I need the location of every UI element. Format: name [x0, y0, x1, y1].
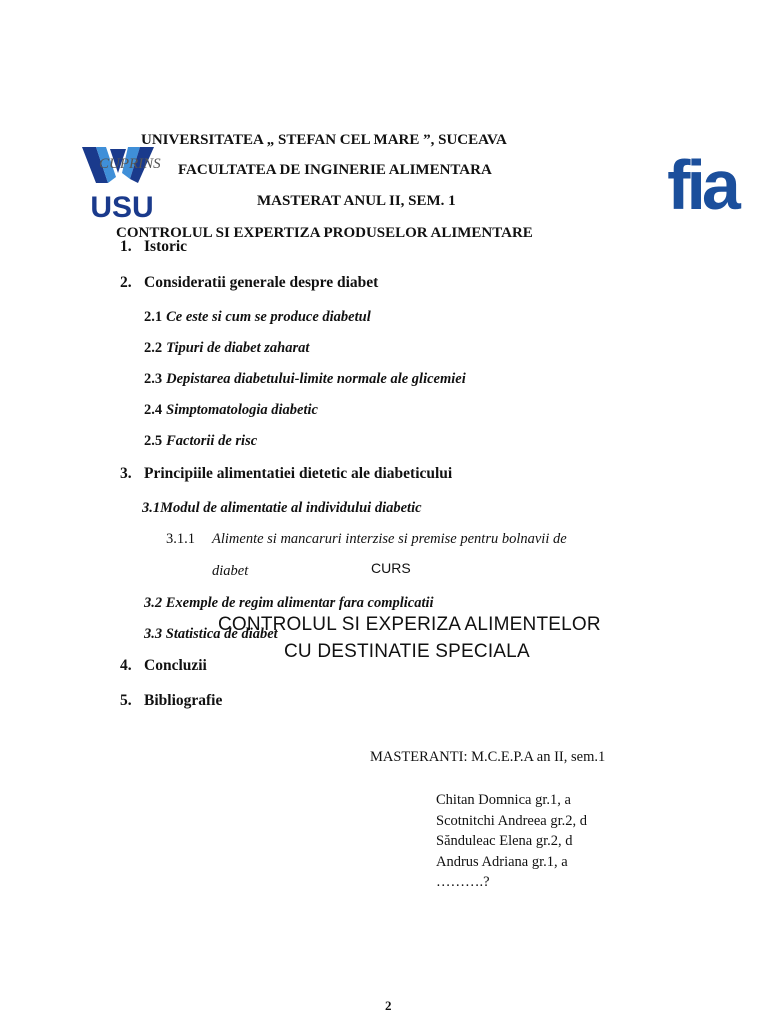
- toc-sub-3-1-1-continued: diabet: [212, 563, 249, 579]
- toc-item-1: [120, 238, 187, 256]
- toc-sub-2-4: [144, 402, 318, 419]
- toc-item-number: 5.: [120, 692, 132, 709]
- usu-logo: [82, 143, 164, 221]
- toc-item-5: [120, 692, 222, 710]
- toc-sub-3-2: 3.2 Exemple de regim alimentar fara complicatii: [144, 595, 434, 611]
- toc-item-label: Istoric: [144, 238, 188, 255]
- toc-sub-2-5: [144, 433, 257, 450]
- toc-sub-2-2: [144, 340, 309, 357]
- toc-item-4: [120, 657, 207, 675]
- toc-item-number: 4.: [120, 657, 132, 674]
- toc-sub-number: 2.3: [144, 371, 163, 387]
- student-name: Sănduleac Elena gr.2, d: [436, 833, 573, 849]
- toc-item-number: 3.: [120, 465, 132, 482]
- toc-sub-3-3: 3.3 Statistica de diabet: [144, 626, 278, 642]
- student-name: Andrus Adriana gr.1, a: [436, 853, 568, 870]
- student-name: ……….?: [436, 874, 490, 890]
- faculty-name: FACULTATEA DE INGINERIE ALIMENTARA: [178, 162, 492, 178]
- toc-item-2: [120, 274, 378, 292]
- course-title: CONTROLUL SI EXPERTIZA PRODUSELOR ALIMENTARE: [116, 225, 533, 241]
- toc-sub-label: Alimente si mancaruri interzise si premise pentru bolnavii de: [212, 531, 567, 547]
- cover-title-line-2: CU DESTINATIE SPECIALA: [284, 641, 530, 662]
- toc-sub-number: 2.4: [144, 402, 163, 418]
- toc-sub-number: 3.1.1: [166, 531, 195, 547]
- curs-label: CURS: [371, 560, 411, 576]
- usu-logo-text: USU: [90, 191, 154, 221]
- masteranti-heading: MASTERANTI: M.C.E.P.A an II, sem.1: [370, 749, 606, 765]
- toc-sub-number: 2.5: [144, 433, 163, 449]
- toc-sub-label: Ce este si cum se produce diabetul: [166, 309, 371, 325]
- toc-sub-number: 2.1: [144, 309, 163, 325]
- toc-item-label: Bibliografie: [144, 692, 223, 709]
- toc-sub-label: Factorii de risc: [166, 433, 258, 449]
- page-number: 2: [385, 998, 392, 1013]
- toc-item-label: Principiile alimentatiei dietetic ale diabeticului: [144, 465, 453, 482]
- toc-sub-2-3: [144, 371, 466, 388]
- toc-sub-2-1: [144, 309, 371, 326]
- toc-item-number: 1.: [120, 238, 132, 255]
- cuprins-label: CUPRINS: [99, 156, 161, 172]
- toc-item-label: Concluzii: [144, 657, 207, 674]
- program-name: MASTERAT ANUL II, SEM. 1: [257, 193, 456, 209]
- toc-sub-3-1: 3.1Modul de alimentatie al individului diabetic: [142, 500, 422, 516]
- toc-sub-label: Tipuri de diabet zaharat: [166, 340, 310, 356]
- toc-sub-label: Simptomatologia diabetic: [166, 402, 318, 418]
- toc-item-number: 2.: [120, 274, 132, 291]
- university-name: UNIVERSITATEA „ STEFAN CEL MARE ”, SUCEAVA: [141, 132, 507, 148]
- student-list: [436, 790, 587, 893]
- toc-item-label: Consideratii generale despre diabet: [144, 274, 379, 291]
- fia-logo: [660, 145, 744, 217]
- toc-sub-label: Depistarea diabetului-limite normale ale glicemiei: [166, 371, 466, 387]
- toc-sub-3-1-1: [166, 531, 567, 548]
- fia-logo-text: fia: [667, 146, 737, 217]
- student-name: Scotnitchi Andreea gr.2, d: [436, 812, 588, 829]
- toc-item-3: [120, 465, 452, 483]
- student-name: Chitan Domnica gr.1, a: [436, 792, 571, 808]
- toc-sub-number: 2.2: [144, 340, 163, 356]
- cover-title-line-1: CONTROLUL SI EXPERIZA ALIMENTELOR: [218, 614, 601, 635]
